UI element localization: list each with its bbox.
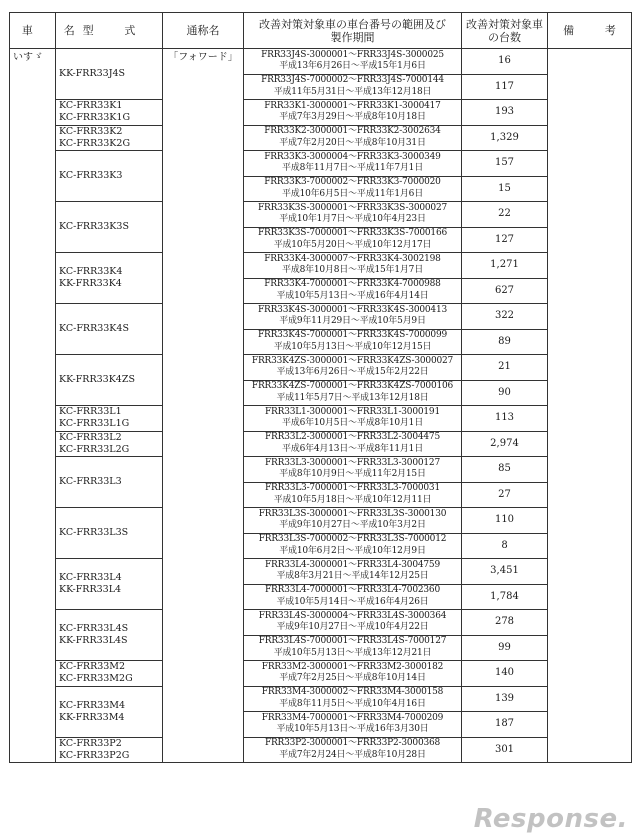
model-code: KK-FRR33K4ZS	[59, 374, 135, 385]
production-period: 平成7年3月29日～平成8年10月18日	[279, 112, 426, 123]
model-code: KC-FRR33K2G	[59, 137, 131, 149]
production-period: 平成10年5月13日～平成16年4月14日	[276, 290, 429, 301]
count-cell: 627	[462, 278, 548, 304]
model-cell	[56, 49, 163, 100]
production-period: 平成13年6月26日～平成15年1月6日	[279, 61, 426, 72]
chassis-number-range: FRR33K4S-3000001～FRR33K4S-3000413	[257, 304, 448, 315]
model-code: KK-FRR33M4	[59, 711, 125, 723]
range-cell	[244, 635, 462, 661]
table-row	[10, 406, 632, 432]
chassis-number-range: FRR33M4-7000001～FRR33M4-7000209	[261, 712, 444, 723]
range-cell	[244, 457, 462, 483]
header-alias: 通称名	[163, 13, 244, 49]
model-code: KK-FRR33L4S	[59, 635, 128, 646]
table-row	[10, 100, 632, 126]
model-code: KC-FRR33P2G	[59, 749, 130, 761]
chassis-number-range: FRR33P2-3000001～FRR33P2-3000368	[264, 738, 441, 749]
model-code: KC-FRR33K1	[59, 100, 123, 112]
range-cell	[244, 661, 462, 687]
range-cell	[244, 355, 462, 381]
model-code: KC-FRR33K4	[59, 266, 123, 277]
production-period: 平成7年2月20日～平成8年10月31日	[279, 137, 426, 148]
model-cell	[56, 406, 163, 432]
chassis-number-range: FRR33L3S-7000002～FRR33L3S-7000012	[258, 534, 447, 545]
model-cell	[56, 151, 163, 202]
model-cell	[56, 100, 163, 126]
range-cell	[244, 329, 462, 355]
production-period: 平成8年3月21日～平成14年12月25日	[276, 571, 429, 582]
production-period: 平成13年6月26日～平成15年2月22日	[276, 367, 429, 378]
header-range: 改善対策対象車の車台番号の範囲及び製作期間	[244, 13, 462, 49]
count-cell: 21	[462, 355, 548, 381]
production-period: 平成10年5月13日～平成13年12月21日	[273, 647, 432, 658]
chassis-number-range: FRR33K4-7000001～FRR33K4-7000988	[264, 279, 441, 290]
table-row	[10, 686, 632, 712]
count-cell: 22	[462, 202, 548, 228]
model-cell	[56, 610, 163, 661]
range-cell	[244, 253, 462, 279]
chassis-number-range: FRR33L3S-3000001～FRR33L3S-3000130	[258, 508, 447, 519]
chassis-number-range: FRR33L4S-7000001～FRR33L4S-7000127	[258, 636, 447, 647]
chassis-number-range: FRR33K4ZS-3000001～FRR33K4ZS-3000027	[251, 355, 454, 366]
range-cell	[244, 406, 462, 432]
model-code: KC-FRR33K3	[59, 170, 123, 181]
chassis-number-range: FRR33K3-3000004～FRR33K3-3000349	[264, 151, 441, 162]
response-watermark: Response.	[473, 804, 628, 834]
header-model: 型 式	[56, 13, 163, 49]
count-cell: 140	[462, 661, 548, 687]
production-period: 平成10年5月13日～平成10年12月15日	[273, 341, 432, 352]
range-cell	[244, 74, 462, 100]
range-cell	[244, 202, 462, 228]
count-cell: 110	[462, 508, 548, 534]
range-cell	[244, 712, 462, 738]
model-code: KC-FRR33L3	[59, 476, 122, 487]
production-period: 平成9年11月29日～平成10年5月9日	[279, 316, 426, 327]
model-cell	[56, 737, 163, 763]
range-cell	[244, 559, 462, 585]
range-cell	[244, 533, 462, 559]
chassis-number-range: FRR33K2-3000001～FRR33K2-3002634	[264, 126, 441, 137]
note-cell	[548, 49, 632, 763]
model-code: KC-FRR33L2G	[59, 443, 130, 455]
count-cell: 85	[462, 457, 548, 483]
model-code: KC-FRR33K1G	[59, 112, 131, 124]
range-cell	[244, 125, 462, 151]
model-code: KC-FRR33L1	[59, 406, 122, 418]
count-cell: 113	[462, 406, 548, 432]
chassis-number-range: FRR33K3S-7000001～FRR33K3S-7000166	[257, 228, 448, 239]
table-row	[10, 304, 632, 330]
table-row	[10, 355, 632, 381]
header-count: 改善対策対象車の台数	[462, 13, 548, 49]
count-cell: 8	[462, 533, 548, 559]
table-row	[10, 125, 632, 151]
production-period: 平成9年10月27日～平成10年3月2日	[279, 520, 426, 531]
count-cell: 3,451	[462, 559, 548, 585]
header-row	[10, 13, 632, 49]
range-cell	[244, 227, 462, 253]
model-code: KC-FRR33M2G	[59, 673, 133, 685]
table-row	[10, 559, 632, 585]
range-cell	[244, 508, 462, 534]
range-cell	[244, 151, 462, 177]
chassis-number-range: FRR33L4S-3000004～FRR33L4S-3000364	[258, 610, 447, 621]
model-cell	[56, 661, 163, 687]
chassis-number-range: FRR33K3S-3000001～FRR33K3S-3000027	[257, 202, 448, 213]
production-period: 平成11年5月31日～平成13年12月18日	[273, 86, 432, 97]
chassis-number-range: FRR33K1-3000001～FRR33K1-3000417	[264, 100, 441, 111]
count-cell: 16	[462, 49, 548, 75]
table-row	[10, 508, 632, 534]
table-row	[10, 202, 632, 228]
range-cell	[244, 482, 462, 508]
header-maker: 車 名	[10, 13, 56, 49]
range-cell	[244, 584, 462, 610]
chassis-number-range: FRR33K4S-7000001～FRR33K4S-7000099	[257, 330, 448, 341]
production-period: 平成8年11月7日～平成11年7月1日	[281, 163, 423, 174]
count-cell: 1,271	[462, 253, 548, 279]
model-code: KC-FRR33M2	[59, 661, 126, 673]
count-cell: 99	[462, 635, 548, 661]
model-code: KC-FRR33L3S	[59, 527, 129, 538]
chassis-number-range: FRR33L1-3000001～FRR33L1-3000191	[265, 406, 440, 417]
chassis-number-range: FRR33L4-3000001～FRR33L4-3004759	[265, 559, 440, 570]
count-cell: 322	[462, 304, 548, 330]
model-code: KK-FRR33J4S	[59, 68, 126, 79]
count-cell: 127	[462, 227, 548, 253]
range-cell	[244, 100, 462, 126]
count-cell: 193	[462, 100, 548, 126]
maker-cell: いすゞ	[10, 49, 56, 763]
header-note: 備 考	[548, 13, 632, 49]
model-cell	[56, 457, 163, 508]
count-cell: 187	[462, 712, 548, 738]
production-period: 平成7年2月24日～平成8年10月28日	[279, 749, 426, 760]
chassis-number-range: FRR33M2-3000001～FRR33M2-3000182	[261, 661, 444, 672]
chassis-number-range: FRR33M4-3000002～FRR33M4-3000158	[261, 687, 444, 698]
model-code: KC-FRR33M4	[59, 699, 126, 711]
alias-cell: 「フォワード」	[163, 49, 244, 763]
production-period: 平成6年10月5日～平成8年10月1日	[281, 418, 423, 429]
production-period: 平成8年10月9日～平成11年2月15日	[279, 469, 426, 480]
range-cell	[244, 278, 462, 304]
model-code: KK-FRR33L4	[59, 584, 122, 595]
table-row	[10, 661, 632, 687]
production-period: 平成10年5月18日～平成10年12月11日	[273, 494, 432, 505]
model-cell	[56, 304, 163, 355]
production-period: 平成9年10月27日～平成10年4月22日	[276, 622, 429, 633]
model-cell	[56, 559, 163, 610]
chassis-number-range: FRR33K3-7000002～FRR33K3-7000020	[264, 177, 441, 188]
chassis-number-range: FRR33L4-7000001～FRR33L4-7002360	[265, 585, 440, 596]
table-row	[10, 253, 632, 279]
production-period: 平成10年6月2日～平成10年12月9日	[279, 545, 426, 556]
model-code: KC-FRR33L2	[59, 431, 122, 443]
chassis-number-range: FRR33J4S-3000001～FRR33J4S-3000025	[261, 49, 444, 60]
count-cell: 157	[462, 151, 548, 177]
count-cell: 301	[462, 737, 548, 763]
production-period: 平成10年5月14日～平成16年4月26日	[276, 596, 429, 607]
production-period: 平成10年5月20日～平成10年12月17日	[273, 239, 432, 250]
chassis-number-range: FRR33K4ZS-7000001～FRR33K4ZS-7000106	[251, 381, 454, 392]
count-cell: 90	[462, 380, 548, 406]
range-cell	[244, 686, 462, 712]
model-code: KK-FRR33K4	[59, 278, 122, 289]
chassis-number-range: FRR33K4-3000007～FRR33K4-3002198	[264, 253, 441, 264]
table-row	[10, 49, 632, 75]
model-cell	[56, 431, 163, 457]
count-cell: 278	[462, 610, 548, 636]
table-row	[10, 610, 632, 636]
chassis-number-range: FRR33J4S-7000002～FRR33J4S-7000144	[261, 75, 444, 86]
count-cell: 1,784	[462, 584, 548, 610]
count-cell: 139	[462, 686, 548, 712]
production-period: 平成10年6月5日～平成11年1月6日	[281, 188, 423, 199]
chassis-number-range: FRR33L3-7000001～FRR33L3-7000031	[265, 483, 440, 494]
model-cell	[56, 125, 163, 151]
range-cell	[244, 431, 462, 457]
range-cell	[244, 737, 462, 763]
count-cell: 1,329	[462, 125, 548, 151]
model-cell	[56, 686, 163, 737]
model-cell	[56, 508, 163, 559]
count-cell: 15	[462, 176, 548, 202]
production-period: 平成7年2月25日～平成8年10月14日	[279, 673, 426, 684]
count-cell: 2,974	[462, 431, 548, 457]
table-row	[10, 737, 632, 763]
range-cell	[244, 380, 462, 406]
model-code: KC-FRR33K4S	[59, 323, 129, 334]
model-cell	[56, 253, 163, 304]
count-cell: 117	[462, 74, 548, 100]
range-cell	[244, 610, 462, 636]
model-code: KC-FRR33L4	[59, 572, 122, 583]
chassis-number-range: FRR33L2-3000001～FRR33L2-3004475	[265, 432, 440, 443]
model-code: KC-FRR33P2	[59, 737, 122, 749]
table-row	[10, 151, 632, 177]
chassis-number-range: FRR33L3-3000001～FRR33L3-3000127	[265, 457, 440, 468]
production-period: 平成8年11月5日～平成10年4月16日	[279, 698, 426, 709]
model-cell	[56, 202, 163, 253]
production-period: 平成6年4月13日～平成8年11月1日	[281, 443, 423, 454]
range-cell	[244, 176, 462, 202]
range-cell	[244, 49, 462, 75]
table-row	[10, 431, 632, 457]
model-code: KC-FRR33L1G	[59, 418, 130, 430]
count-cell: 27	[462, 482, 548, 508]
production-period: 平成10年1月7日～平成10年4月23日	[279, 214, 426, 225]
production-period: 平成11年5月7日～平成13年12月18日	[276, 392, 429, 403]
range-cell	[244, 304, 462, 330]
production-period: 平成8年10月8日～平成15年1月7日	[281, 265, 423, 276]
model-code: KC-FRR33K2	[59, 125, 123, 137]
count-cell: 89	[462, 329, 548, 355]
model-code: KC-FRR33K3S	[59, 221, 129, 232]
production-period: 平成10年5月13日～平成16年3月30日	[276, 724, 429, 735]
model-cell	[56, 355, 163, 406]
model-code: KC-FRR33L4S	[59, 623, 129, 634]
table-row	[10, 457, 632, 483]
recall-table	[9, 12, 632, 763]
table-body	[10, 49, 632, 763]
